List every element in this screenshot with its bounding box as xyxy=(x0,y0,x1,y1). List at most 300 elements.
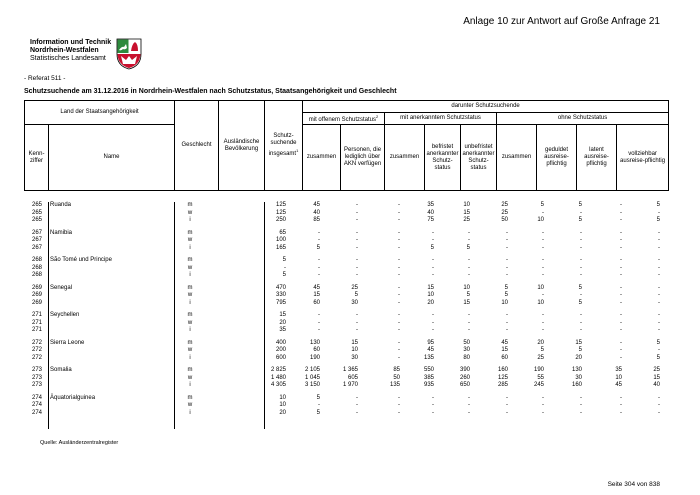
table-cell: - xyxy=(580,319,582,326)
table-cell: - xyxy=(356,319,358,326)
kennziffer-cell: 265 xyxy=(31,217,42,223)
table-cell: - xyxy=(506,394,508,401)
table-cell: - xyxy=(468,409,470,416)
kennziffer-cell: 272 xyxy=(31,347,42,353)
table-cell: - xyxy=(542,327,544,333)
darunter-header: darunter Schutzsuchende xyxy=(303,101,669,113)
table-cell: 1 045 xyxy=(304,374,320,381)
table-cell: - xyxy=(398,339,400,346)
table-cell: 60 xyxy=(501,354,508,361)
table-cell: 25 xyxy=(351,284,358,291)
schutz-sup: 1 xyxy=(296,148,299,153)
table-cell: 10 xyxy=(463,202,470,208)
geschlecht-cell: i xyxy=(189,382,191,388)
table-cell: - xyxy=(468,402,470,408)
kennziffer-cell: 274 xyxy=(31,394,42,401)
table-cell: - xyxy=(580,229,582,236)
table-cell: 165 xyxy=(275,244,286,251)
table-row xyxy=(24,285,668,293)
table-cell: - xyxy=(580,209,582,216)
geschlecht-cell: i xyxy=(189,327,191,333)
table-cell: 385 xyxy=(423,374,434,381)
country-name: Äquatorialguinea xyxy=(50,394,96,401)
table-row xyxy=(24,402,668,410)
table-title: Schutzsuchende am 31.12.2016 in Nordrhein-Westfalen nach Schutzstatus, Staatsangehörigkeit und Geschlecht xyxy=(24,88,397,95)
table-cell: - xyxy=(398,312,400,318)
table-row xyxy=(24,292,668,300)
kennziffer-cell: 271 xyxy=(31,312,42,318)
table-cell: 650 xyxy=(459,382,470,388)
table-cell: - xyxy=(506,264,508,271)
country-name: Somalia xyxy=(50,367,72,373)
table-cell: 2 825 xyxy=(270,367,286,373)
table-cell: 15 xyxy=(463,299,470,306)
table-cell: - xyxy=(356,402,358,408)
table-cell: 1 365 xyxy=(342,367,358,373)
table-cell: - xyxy=(318,257,320,263)
table-row xyxy=(24,340,668,348)
table-cell: 125 xyxy=(275,202,286,208)
table-row xyxy=(24,210,668,218)
table-cell: - xyxy=(658,244,660,251)
table-cell: - xyxy=(398,284,400,291)
table-cell: - xyxy=(356,409,358,416)
table-cell: - xyxy=(468,272,470,278)
table-cell: 5 xyxy=(354,292,358,298)
geschlecht-cell: w xyxy=(187,292,193,298)
table-cell: - xyxy=(432,409,434,416)
anerkannt-header: mit anerkanntem Schutzstatus xyxy=(385,113,497,125)
table-cell: 95 xyxy=(427,339,434,346)
table-cell: - xyxy=(432,312,434,318)
geschlecht-cell: m xyxy=(187,229,193,236)
table-cell: 5 xyxy=(578,347,582,353)
table-cell: 20 xyxy=(427,299,434,306)
table-cell: 10 xyxy=(537,299,544,306)
geschlecht-cell: i xyxy=(189,409,191,416)
table-cell: 15 xyxy=(575,339,582,346)
schutz-header xyxy=(265,101,303,191)
table-cell: 5 xyxy=(656,354,660,361)
table-cell: 5 xyxy=(504,284,508,291)
table-cell: 5 xyxy=(316,244,320,251)
table-cell: - xyxy=(620,237,622,243)
table-cell: - xyxy=(620,402,622,408)
name-header: Name xyxy=(49,125,175,191)
table-row xyxy=(24,395,668,403)
table-cell: - xyxy=(356,209,358,216)
table-cell: - xyxy=(284,264,286,271)
table-cell: 795 xyxy=(275,299,286,306)
kennziffer-cell: 268 xyxy=(31,272,42,278)
kennziffer-cell: 269 xyxy=(31,299,42,306)
table-cell: - xyxy=(398,264,400,271)
geschlecht-cell: i xyxy=(189,299,191,306)
table-cell: 1 480 xyxy=(270,374,286,381)
table-row xyxy=(24,257,668,265)
table-cell: - xyxy=(398,354,400,361)
table-cell: 5 xyxy=(430,244,434,251)
table-cell: - xyxy=(432,402,434,408)
geschlecht-cell: m xyxy=(187,394,193,401)
table-cell: - xyxy=(658,284,660,291)
table-cell: 285 xyxy=(497,382,508,388)
unbefristet-header: unbefristet anerkannter Schutz-status xyxy=(461,125,497,191)
geschlecht-cell: w xyxy=(187,264,193,271)
table-cell: - xyxy=(468,237,470,243)
table-cell: 260 xyxy=(459,374,470,381)
table-cell: - xyxy=(318,237,320,243)
org-line1: Information und Technik xyxy=(30,39,112,46)
table-cell: 40 xyxy=(653,382,660,388)
table-cell: 25 xyxy=(653,367,660,373)
schutz-text: Schutz- suchende insgesamt xyxy=(268,133,297,157)
kennziffer-cell: 265 xyxy=(31,209,42,216)
page-number: Seite 304 von 838 xyxy=(607,481,660,488)
kennziffer-cell: 272 xyxy=(31,339,42,346)
table-cell: - xyxy=(658,237,660,243)
geschlecht-cell: m xyxy=(187,284,193,291)
table-cell: - xyxy=(398,237,400,243)
table-cell: 160 xyxy=(571,382,582,388)
table-cell: - xyxy=(658,229,660,236)
table-cell: - xyxy=(620,339,622,346)
table-cell: - xyxy=(658,312,660,318)
table-cell: 20 xyxy=(279,409,286,416)
geschlecht-cell: m xyxy=(187,339,193,346)
table-cell: 35 xyxy=(615,367,622,373)
table-cell: - xyxy=(356,202,358,208)
table-cell: - xyxy=(580,402,582,408)
table-cell: 50 xyxy=(463,339,470,346)
header-table xyxy=(24,100,669,191)
table-cell: - xyxy=(542,409,544,416)
table-cell: 2 105 xyxy=(304,367,320,373)
table-cell: 100 xyxy=(275,237,286,243)
table-cell: 80 xyxy=(463,354,470,361)
table-cell: - xyxy=(658,257,660,263)
table-cell: 935 xyxy=(423,382,434,388)
table-cell: 5 xyxy=(578,284,582,291)
table-cell: - xyxy=(398,244,400,251)
table-cell: - xyxy=(658,299,660,306)
table-cell: - xyxy=(620,299,622,306)
table-cell: - xyxy=(356,312,358,318)
table-cell: - xyxy=(542,272,544,278)
geschlecht-cell: m xyxy=(187,312,193,318)
kennziffer-cell: 268 xyxy=(31,257,42,263)
table-row xyxy=(24,300,668,308)
ohne-header: ohne Schutzstatus xyxy=(497,113,669,125)
table-cell: - xyxy=(356,244,358,251)
table-cell: 5 xyxy=(282,257,286,263)
table-cell: 5 xyxy=(656,339,660,346)
table-cell: - xyxy=(620,217,622,223)
table-cell: - xyxy=(620,257,622,263)
table-cell: - xyxy=(620,264,622,271)
table-row xyxy=(24,272,668,280)
table-cell: 605 xyxy=(347,374,358,381)
table-cell: - xyxy=(580,409,582,416)
table-cell: - xyxy=(398,209,400,216)
table-cell: - xyxy=(468,257,470,263)
table-row xyxy=(24,367,668,375)
table-cell: 10 xyxy=(351,347,358,353)
table-cell: 1 970 xyxy=(342,382,358,388)
table-cell: - xyxy=(318,327,320,333)
table-row xyxy=(24,265,668,273)
table-cell: - xyxy=(432,264,434,271)
table-row xyxy=(24,202,668,210)
table-cell: 400 xyxy=(275,339,286,346)
table-cell: - xyxy=(318,272,320,278)
table-cell: 190 xyxy=(533,367,544,373)
table-cell: - xyxy=(468,327,470,333)
table-cell: - xyxy=(398,292,400,298)
table-cell: - xyxy=(580,257,582,263)
kennziffer-header: Kenn- ziffer xyxy=(25,125,49,191)
kennziffer-cell: 265 xyxy=(31,202,42,208)
kennziffer-cell: 267 xyxy=(31,244,42,251)
kennziffer-cell: 269 xyxy=(31,284,42,291)
geschlecht-cell: i xyxy=(189,354,191,361)
table-cell: 10 xyxy=(537,284,544,291)
kennziffer-cell: 273 xyxy=(31,367,42,373)
table-cell: - xyxy=(620,409,622,416)
table-cell: 45 xyxy=(313,284,320,291)
table-cell: - xyxy=(580,292,582,298)
table-cell: - xyxy=(580,264,582,271)
table-cell: 10 xyxy=(501,299,508,306)
table-cell: 390 xyxy=(459,367,470,373)
table-cell: 330 xyxy=(275,292,286,298)
table-cell: - xyxy=(620,354,622,361)
group-gap xyxy=(24,417,668,422)
table-cell: 50 xyxy=(501,217,508,223)
table-cell: - xyxy=(506,327,508,333)
table-row xyxy=(24,245,668,253)
table-cell: 40 xyxy=(427,209,434,216)
table-cell: - xyxy=(620,209,622,216)
table-cell: 200 xyxy=(275,347,286,353)
table-cell: - xyxy=(620,327,622,333)
table-cell: - xyxy=(398,217,400,223)
table-cell: - xyxy=(620,284,622,291)
table-cell: 45 xyxy=(427,347,434,353)
kennziffer-cell: 271 xyxy=(31,327,42,333)
table-cell: - xyxy=(432,229,434,236)
latent-header: latent ausreise-pflichtig xyxy=(577,125,617,191)
table-cell: 50 xyxy=(393,374,400,381)
table-cell: 5 xyxy=(282,272,286,278)
table-cell: - xyxy=(398,299,400,306)
table-cell: 3 150 xyxy=(304,382,320,388)
table-cell: 5 xyxy=(578,299,582,306)
table-cell: - xyxy=(620,394,622,401)
table-cell: - xyxy=(318,319,320,326)
table-cell: 10 xyxy=(537,217,544,223)
table-cell: 20 xyxy=(279,319,286,326)
table-cell: 45 xyxy=(501,339,508,346)
table-cell: - xyxy=(506,229,508,236)
table-cell: 30 xyxy=(351,299,358,306)
nrw-crest-icon xyxy=(116,38,142,70)
table-cell: - xyxy=(580,244,582,251)
table-cell: - xyxy=(658,319,660,326)
table-cell: - xyxy=(658,292,660,298)
table-cell: - xyxy=(468,319,470,326)
table-cell: 20 xyxy=(537,339,544,346)
table-cell: - xyxy=(356,327,358,333)
table-cell: 15 xyxy=(427,284,434,291)
table-cell: - xyxy=(318,312,320,318)
table-cell: - xyxy=(658,409,660,416)
table-cell: - xyxy=(580,312,582,318)
table-cell: - xyxy=(318,264,320,271)
table-cell: - xyxy=(658,394,660,401)
vollziehbar-header: vollziehbar ausreise-pflichtig xyxy=(617,125,669,191)
table-cell: 5 xyxy=(316,409,320,416)
table-cell: 5 xyxy=(466,292,470,298)
table-cell: 15 xyxy=(279,312,286,318)
table-cell: - xyxy=(318,229,320,236)
table-cell: - xyxy=(620,244,622,251)
geschlecht-cell: w xyxy=(187,402,193,408)
table-cell: - xyxy=(658,264,660,271)
geschlecht-cell: w xyxy=(187,319,193,326)
table-cell: 5 xyxy=(656,217,660,223)
table-cell: - xyxy=(398,327,400,333)
kennziffer-cell: 269 xyxy=(31,292,42,298)
table-cell: - xyxy=(468,229,470,236)
table-cell: - xyxy=(506,257,508,263)
data-body xyxy=(24,202,668,422)
org-logo-text xyxy=(30,39,111,63)
table-cell: - xyxy=(356,394,358,401)
geschlecht-cell: w xyxy=(187,209,193,216)
table-cell: 245 xyxy=(533,382,544,388)
table-cell: - xyxy=(542,319,544,326)
table-cell: - xyxy=(432,272,434,278)
table-cell: 190 xyxy=(309,354,320,361)
table-cell: 45 xyxy=(615,382,622,388)
table-cell: - xyxy=(542,244,544,251)
befristet-header: befristet anerkannter Schutz-status xyxy=(425,125,461,191)
kennziffer-cell: 273 xyxy=(31,374,42,381)
table-cell: - xyxy=(620,319,622,326)
auslaendische-header: Ausländische Bevölkerung xyxy=(219,101,265,191)
table-cell: - xyxy=(432,319,434,326)
geschlecht-cell: w xyxy=(187,347,193,353)
org-line3: Statistisches Landesamt xyxy=(30,55,106,62)
table-cell: 125 xyxy=(275,209,286,216)
geschlecht-cell: i xyxy=(189,272,191,278)
table-cell: 85 xyxy=(313,217,320,223)
table-cell: - xyxy=(580,272,582,278)
referat-label: - Referat 511 - xyxy=(24,75,66,82)
table-cell: - xyxy=(356,257,358,263)
table-cell: 30 xyxy=(575,374,582,381)
table-cell: 10 xyxy=(279,394,286,401)
land-header: Land der Staatsangehörigkeit xyxy=(25,101,175,125)
table-cell: - xyxy=(398,257,400,263)
table-cell: 55 xyxy=(537,374,544,381)
geschlecht-cell: m xyxy=(187,367,193,373)
table-cell: - xyxy=(356,229,358,236)
table-cell: 25 xyxy=(463,217,470,223)
kennziffer-cell: 272 xyxy=(31,354,42,361)
table-cell: - xyxy=(542,237,544,243)
table-cell: - xyxy=(658,402,660,408)
table-row xyxy=(24,230,668,238)
table-cell: - xyxy=(542,312,544,318)
table-cell: - xyxy=(658,327,660,333)
table-cell: 25 xyxy=(537,354,544,361)
table-cell: - xyxy=(580,237,582,243)
table-cell: - xyxy=(542,264,544,271)
geschlecht-cell: i xyxy=(189,244,191,251)
table-cell: - xyxy=(620,202,622,208)
table-row xyxy=(24,347,668,355)
kennziffer-cell: 274 xyxy=(31,409,42,416)
table-cell: - xyxy=(398,202,400,208)
geschlecht-header: Geschlecht xyxy=(175,101,219,191)
kennziffer-cell: 268 xyxy=(31,264,42,271)
table-cell: - xyxy=(506,409,508,416)
geschlecht-cell: i xyxy=(189,217,191,223)
geschlecht-cell: w xyxy=(187,374,193,381)
country-name: Senegal xyxy=(50,284,73,291)
table-cell: - xyxy=(432,257,434,263)
table-row xyxy=(24,375,668,383)
table-cell: - xyxy=(620,272,622,278)
table-cell: 20 xyxy=(575,354,582,361)
table-cell: - xyxy=(506,244,508,251)
table-cell: - xyxy=(620,229,622,236)
table-cell: 35 xyxy=(427,202,434,208)
country-name: São Tomé und Principe xyxy=(50,257,112,263)
offen-header xyxy=(303,113,385,125)
table-cell: 35 xyxy=(279,327,286,333)
table-cell: - xyxy=(398,347,400,353)
table-row xyxy=(24,355,668,363)
table-cell: - xyxy=(542,402,544,408)
table-cell: 4 305 xyxy=(270,382,286,388)
table-row xyxy=(24,327,668,335)
country-name: Seychellen xyxy=(50,312,80,318)
table-cell: - xyxy=(398,272,400,278)
table-cell: - xyxy=(658,347,660,353)
table-cell: - xyxy=(620,312,622,318)
offen-text: mit offenem Schutzstatus xyxy=(308,117,377,123)
table-row xyxy=(24,320,668,328)
table-cell: 10 xyxy=(279,402,286,408)
table-cell: 5 xyxy=(578,217,582,223)
table-cell: 5 xyxy=(656,202,660,208)
table-cell: - xyxy=(356,264,358,271)
table-cell: - xyxy=(620,292,622,298)
kennziffer-cell: 273 xyxy=(31,382,42,388)
table-cell: - xyxy=(542,229,544,236)
kennziffer-cell: 267 xyxy=(31,237,42,243)
table-row xyxy=(24,312,668,320)
geschlecht-cell: m xyxy=(187,257,193,263)
personen-header: Personen, die lediglich über AKN verfügen xyxy=(341,125,385,191)
table-cell: 15 xyxy=(463,209,470,216)
table-cell: - xyxy=(468,312,470,318)
table-cell: - xyxy=(506,272,508,278)
table-cell: 470 xyxy=(275,284,286,291)
